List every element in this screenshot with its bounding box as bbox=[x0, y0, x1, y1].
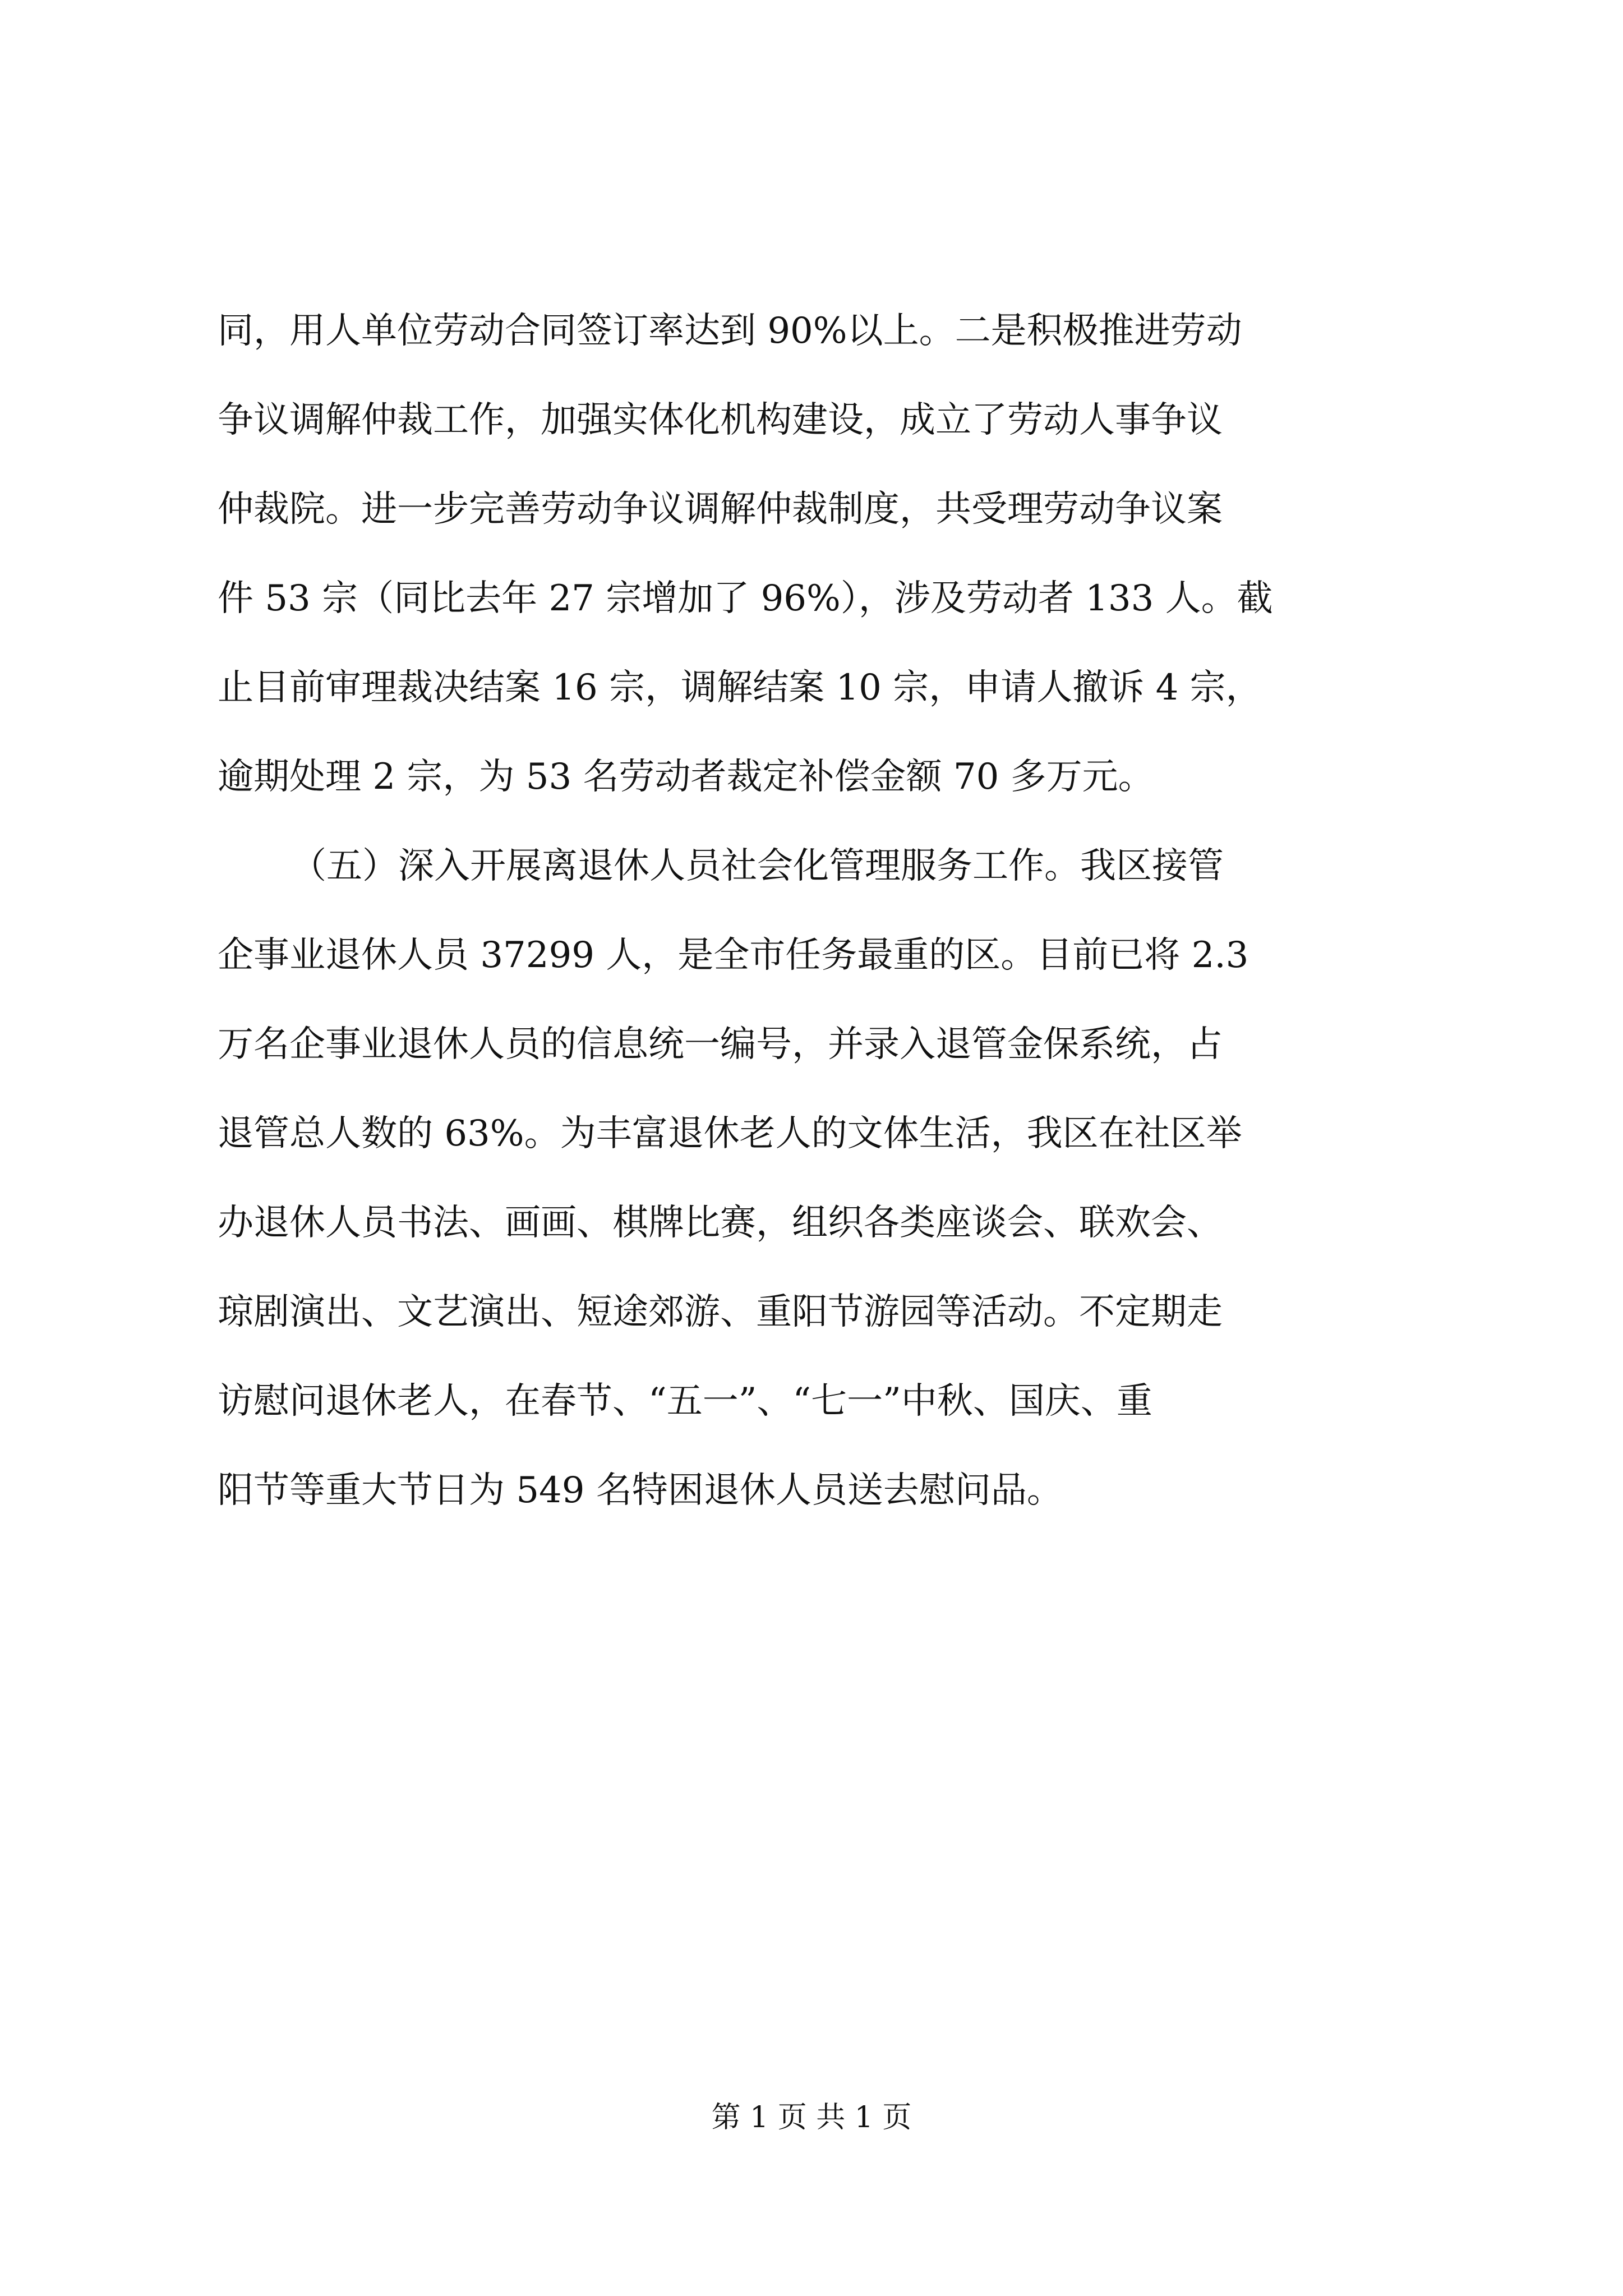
text-line: 阳节等重大节日为 549 名特困退休人员送去慰问品。 bbox=[218, 1470, 1063, 1511]
page-footer: 第 1 页 共 1 页 bbox=[711, 2101, 912, 2134]
section-heading-line: （五）深入开展离退休人员社会化管理服务工作。我区接管 bbox=[291, 845, 1224, 887]
text-line: 退管总人数的 63%。为丰富退休老人的文体生活，我区在社区举 bbox=[218, 1113, 1242, 1154]
text-line: 逾期处理 2 宗，为 53 名劳动者裁定补偿金额 70 多万元。 bbox=[218, 756, 1154, 798]
text-line: 访慰问退休老人，在春节、“五一”、“七一”中秋、国庆、重 bbox=[218, 1381, 1152, 1422]
text-line: 万名企事业退休人员的信息统一编号，并录入退管金保系统，占 bbox=[218, 1024, 1223, 1065]
text-line: 争议调解仲裁工作，加强实体化机构建设，成立了劳动人事争议 bbox=[218, 399, 1223, 441]
text-line: 件 53 宗（同比去年 27 宗增加了 96%），涉及劳动者 133 人。截 bbox=[218, 578, 1273, 619]
text-line: 办退休人员书法、画画、棋牌比赛，组织各类座谈会、联欢会、 bbox=[218, 1202, 1223, 1244]
text-line: 同，用人单位劳动合同签订率达到 90%以上。二是积极推进劳动 bbox=[218, 310, 1242, 352]
text-line: 仲裁院。进一步完善劳动争议调解仲裁制度，共受理劳动争议案 bbox=[218, 489, 1223, 530]
text-line: 止目前审理裁决结案 16 宗，调解结案 10 宗，申请人撤诉 4 宗， bbox=[218, 667, 1262, 708]
text-line: 企事业退休人员 37299 人，是全市任务最重的区。目前已将 2.3 bbox=[218, 935, 1249, 976]
text-line: 琼剧演出、文艺演出、短途郊游、重阳节游园等活动。不定期走 bbox=[218, 1291, 1223, 1333]
